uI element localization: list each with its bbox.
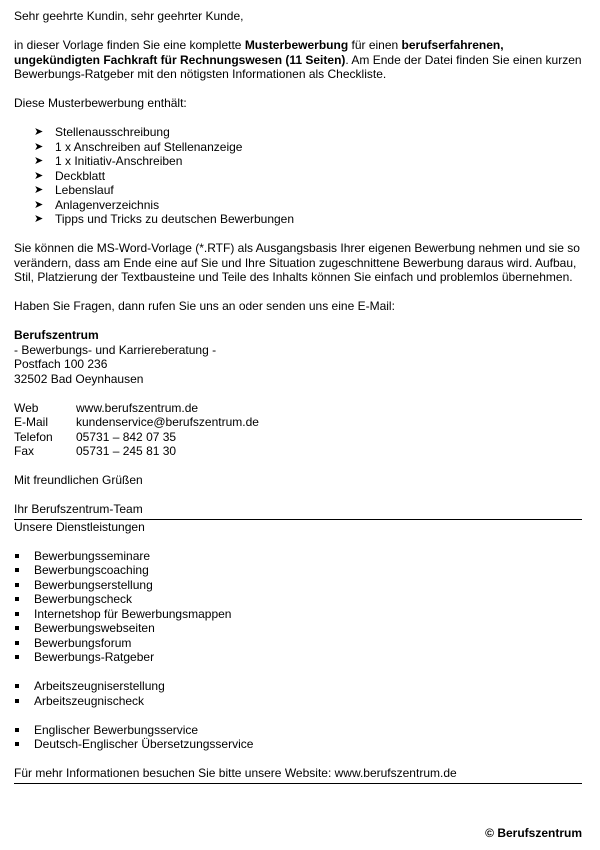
square-bullet-icon: [15, 612, 19, 616]
contact-row-web: Web www.berufszentrum.de: [14, 400, 199, 415]
list-item: Bewerbungserstellung: [14, 578, 582, 593]
list-item: Bewerbungs-Ratgeber: [14, 650, 582, 665]
salutation: Sehr geehrte Kundin, sehr geehrter Kunde,: [14, 9, 244, 23]
list-item: ➤ Tipps und Tricks zu deutschen Bewerbungen: [34, 212, 295, 226]
intro-bold-1: Musterbewerbung: [244, 38, 349, 52]
document-page: [14, 9, 582, 784]
company-address: [14, 328, 582, 386]
services-list-3: [14, 723, 582, 752]
intro-text-3: . Am Ende der Datei finden Sie einen kurzen Bewerbungs-Ratgeber mit den nötigsten Informationen als Checkliste.: [14, 52, 582, 81]
square-bullet-icon: [15, 699, 19, 703]
arrow-bullet-icon: ➤: [34, 140, 44, 153]
list-item: ➤ Deckblatt: [34, 168, 106, 183]
contact-row-email: E-Mail kundenservice@berufszentrum.de: [14, 415, 259, 429]
company-postbox: Postfach 100 236: [14, 357, 108, 371]
arrow-bullet-icon: ➤: [34, 184, 44, 196]
list-item: Bewerbungsseminare: [14, 549, 582, 564]
list-item: Deutsch-Englischer Übersetzungsservice: [14, 737, 582, 752]
arrow-bullet-icon: ➤: [34, 155, 44, 167]
list-item: ➤ 1 x Anschreiben auf Stellenanzeige: [34, 139, 243, 154]
arrow-bullet-icon: ➤: [34, 198, 44, 211]
list-item: ➤ 1 x Initiativ-Anschreiben: [34, 154, 183, 168]
square-bullet-icon: [15, 728, 19, 732]
company-city: 32502 Bad Oeynhausen: [14, 371, 144, 386]
list-item: ➤ Anlagenverzeichnis: [34, 197, 160, 212]
list-item: Arbeitszeugniserstellung: [14, 679, 582, 694]
square-bullet-icon: [15, 742, 19, 746]
list-item: ➤ Lebenslauf: [34, 183, 114, 197]
arrow-bullet-icon: ➤: [34, 169, 44, 182]
square-bullet-icon: [15, 597, 19, 601]
contact-row-phone: Telefon 05731 – 842 07 35: [14, 429, 177, 444]
web-link[interactable]: www.berufszentrum.de: [76, 400, 199, 415]
list-item: Bewerbungsforum: [14, 636, 582, 651]
intro-bold-2: berufserfahrenen, ungekündigten Fachkraft für Rechnungswesen (11 Seiten): [14, 38, 504, 67]
square-bullet-icon: [15, 554, 19, 558]
list-item: Bewerbungscheck: [14, 592, 582, 607]
arrow-bullet-icon: ➤: [34, 126, 44, 138]
square-bullet-icon: [15, 655, 19, 659]
intro-paragraph: [14, 38, 582, 82]
fax-value: 05731 – 245 81 30: [76, 444, 177, 458]
copyright: © Berufszentrum: [485, 826, 582, 840]
square-bullet-icon: [15, 626, 19, 630]
list-item: ➤ Stellenausschreibung: [34, 125, 170, 139]
arrow-bullet-icon: ➤: [34, 213, 44, 225]
services-list-1: [14, 549, 582, 665]
list-item: Bewerbungscoaching: [14, 563, 582, 578]
company-name: Berufszentrum: [14, 328, 99, 342]
square-bullet-icon: [15, 583, 19, 587]
list-item: Internetshop für Bewerbungsmappen: [14, 607, 582, 622]
closing: Mit freundlichen Grüßen: [14, 473, 143, 487]
email-link[interactable]: kundenservice@berufszentrum.de: [76, 415, 259, 429]
signature: Ihr Berufszentrum-Team: [14, 502, 143, 516]
list-item: Bewerbungswebseiten: [14, 621, 582, 636]
contents-list: [14, 125, 582, 227]
company-tagline: - Bewerbungs- und Karriereberatung -: [14, 342, 217, 357]
contact-table: [14, 401, 582, 459]
list-item: Englischer Bewerbungsservice: [14, 723, 582, 738]
intro-text-2: für einen: [348, 38, 402, 52]
phone-value: 05731 – 842 07 35: [76, 429, 177, 444]
contact-row-fax: Fax 05731 – 245 81 30: [14, 444, 177, 458]
contents-heading: Diese Musterbewerbung enthält:: [14, 96, 187, 110]
intro-text-1: in dieser Vorlage finden Sie eine komplette: [14, 38, 245, 52]
more-info: Für mehr Informationen besuchen Sie bitte unsere Website: www.berufszentrum.de: [14, 766, 457, 780]
square-bullet-icon: [15, 684, 19, 688]
usage-paragraph: Sie können die MS-Word-Vorlage (*.RTF) als Ausgangsbasis Ihrer eigenen Bewerbung nehmen und sie so verändern, dass am Ende eine auf Sie und Ihre Situation zugeschnittene Bewerbung daraus wird. Aufbau, Stil, Platzierung der Textbausteine und Teile des Inhalts können Sie einfach und problemlos übernehmen.: [14, 241, 580, 284]
services-list-2: [14, 679, 582, 708]
questions-text: Haben Sie Fragen, dann rufen Sie uns an oder senden uns eine E-Mail:: [14, 299, 395, 313]
divider: [14, 783, 582, 784]
list-item: Arbeitszeugnischeck: [14, 694, 582, 709]
square-bullet-icon: [15, 641, 19, 645]
services-heading: Unsere Dienstleistungen: [14, 519, 145, 534]
square-bullet-icon: [15, 568, 19, 572]
